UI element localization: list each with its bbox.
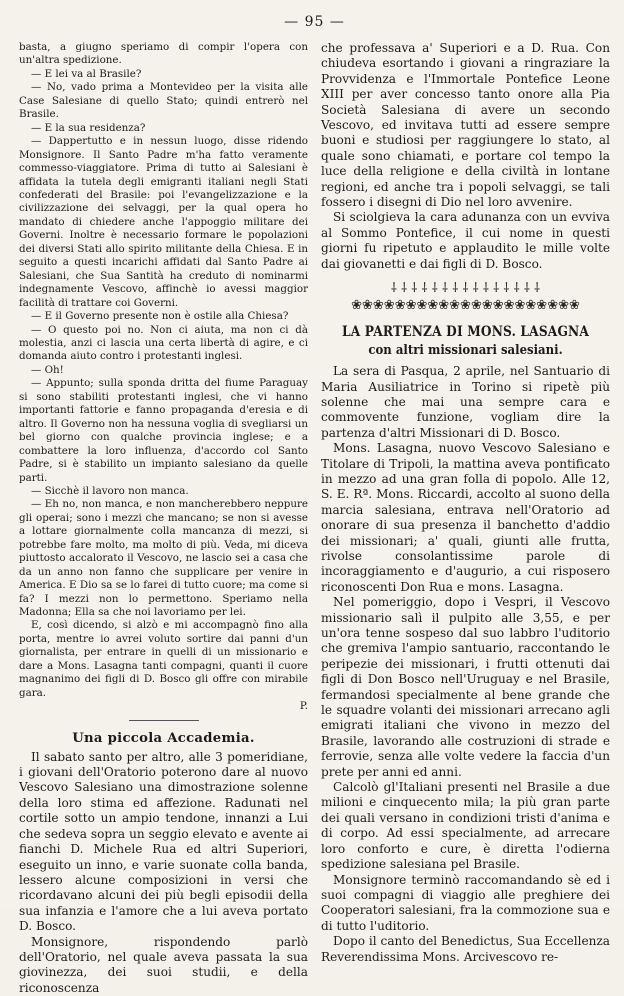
paragraph: Monsignore terminò raccomandando sè ed i suoi compagni di viaggio alle preghiere dei Cooperatori salesiani, fra la commozione sua e di tutto l'uditorio. <box>321 872 610 933</box>
paragraph: E, così dicendo, si alzò e mi accompagnò fino alla porta, mentre io avrei voluto sortire dai panni d'un giornalista, per entrare in quelli di un missionario e dare a Mons. Lasagna tanti compagni, quanti il cuore magnanimo dei figli di D. Bosco gli offre con mirabile gara. <box>19 619 308 699</box>
paragraph: basta, a giugno speriamo di compir l'opera con un'altra spedizione. <box>19 41 308 67</box>
paragraph: — Oh! <box>31 363 64 376</box>
paragraph: — Sicchè il lavoro non manca. <box>31 484 189 497</box>
right-column <box>321 41 610 965</box>
ornament-row: ⸸ ⸸ ⸸ ⸸ ⸸ ⸸ ⸸ ⸸ ⸸ ⸸ ⸸ ⸸ ⸸ ⸸ ⸸ <box>390 281 541 297</box>
paragraph: Calcolò gl'Italiani presenti nel Brasile a due milioni e cinquecento mila; la più gran parte dei quali versano in condizioni tristi d'anima e di corpo. Ad essi specialmente, ad arrecare loro conforto e cure, è diretta l'odierna spedizione salesiana pel Brasile. <box>321 780 610 872</box>
ornamental-border <box>321 280 610 314</box>
paragraph: Nel pomeriggio, dopo i Vespri, il Vescovo missionario salì il pulpito alle 3,55, e per un'ora tenne sospeso dal suo labbro l'uditorio che gremiva l'ampio santuario, raccontando le peripezie dei missionari, i frutti ottenuti dai figli di Don Bosco nell'Uruguay e nel Brasile, fermandosi specialmente al bene grande che le squadre volanti dei missionari arrecano agli emigrati italiani che vivono in mezzo del Brasile, lavorando alle costruzioni di strade e ferrovie, senza alle volte vedere la faccia d'un prete per anni ed anni. <box>321 595 610 779</box>
section-heading: Una piccola Accademia. <box>72 730 255 746</box>
article-title: LA PARTENZA DI MONS. LASAGNA <box>341 324 590 341</box>
paragraph: Si sciolgieva la cara adunanza con un evviva al Sommo Pontefice, il cui nome in questi giorni fu ripetuto e applaudito le mille volte dai giovanetti e dai figli di D. Bosco. <box>321 210 610 271</box>
paragraph: Monsignore, rispondendo parlò dell'Oratorio, nel quale aveva passata la sua giovinezza, dei suoi studii, e della riconoscenza <box>19 934 308 995</box>
paragraph: — Eh no, non manca, e non mancherebbero neppure gli operai; sono i mezzi che mancano; se non si avesse a lottare giornalmente colla mancanza di mezzi, si potrebbe fare molto, ma molto di più. Veda, mi diceva piuttosto accalorato il Vescovo, ne lascio sei a casa che da un anno non fanno che supplicare per venire in America. E Dio sa se lo farei di tutto cuore; ma come si fa? I mezzi non lo permettono. Speriamo nella Madonna; Ella sa che noi lavoriamo per lei. <box>19 498 308 619</box>
paragraph: — No, vado prima a Montevideo per la visita alle Case Salesiane di quello Stato; quindi entrerò nel Brasile. <box>19 81 308 121</box>
paragraph: Dopo il canto del Benedictus, Sua Eccellenza Reverendissima Mons. Arcivescovo re- <box>321 934 610 964</box>
paragraph: Mons. Lasagna, nuovo Vescovo Salesiano e Titolare di Tripoli, la mattina aveva pontificato in mezzo ad una gran folla di popolo. Alle 12, S. E. Rª. Mons. Riccardi, accolto al suono della marcia salesiana, entrava nell'Oratorio ad onorare di sua presenza il banchetto d'addio dei missionari; a' quali, giunti alle frutta, rivolse consolantissime parole di incoraggiamento e d'augurio, a cui risposero riconoscenti Don Rua e mons. Lasagna. <box>321 441 610 594</box>
paragraph: — E lei va al Brasile? <box>31 67 142 80</box>
ornament-row: ❀❀❀❀❀❀❀❀❀❀❀❀❀❀❀❀❀❀❀❀❀ <box>351 298 580 314</box>
page-number: — 95 — <box>284 14 345 30</box>
paragraph: — Appunto; sulla sponda dritta del fiume Paraguay si sono stabiliti protestanti inglesi, che vi hanno importanti fattorie e fanno propaganda d'eresia e di altro. Il Governo non ha nessuna voglia di svegliarsi un bel giorno con qualche provincia inglese; e a combattere la loro influenza, d'accordo col Santo Padre, si è stabilito un impianto salesiano da quelle parti. <box>19 377 308 484</box>
left-column <box>19 41 308 996</box>
paragraph: — O questo poi no. Non ci aiuta, ma non ci dà molestia, anzi ci lascia una certa libertà di agire, e ci domanda aiuto contro i protestanti inglesi. <box>19 323 308 363</box>
paragraph: che professava a' Superiori e a D. Rua. Con chiudeva esortando i giovani a ringraziare la Provvidenza e l'Immortale Pontefice Leone XIII per aver concesso tanto onore alla Pia Società Salesiana di avere un secondo Vescovo, ed invitava tutti ad essere sempre buoni e studiosi per raggiungere lo stato, al quale sono chiamati, e portare col tempo la luce della religione e della civiltà in lontane regioni, ed anche tra i popoli selvaggi, se tali fossero i disegni di Dio nel loro avvenire. <box>321 41 610 210</box>
two-column-body <box>19 41 610 996</box>
section-body <box>19 750 308 996</box>
paragraph: Il sabato santo per altro, alle 3 pomeridiane, i giovani dell'Oratorio poterono dare al nuovo Vescovo Salesiano una dimostrazione solenne della loro stima ed affezione. Radunati nel cortile sotto un ampio tendone, innanzi a Lui che sedeva sopra un seggio elevato e avente ai fianchi D. Michele Rua ed altri Superiori, eseguito un inno, e varie suonate colla banda, lessero alcune composizioni in versi che ricordavano alcuni dei più begli episodii della sua infanzia e l'amore che a lui aveva portato D. Bosco. <box>19 749 308 934</box>
paragraph: — E il Governo presente non è ostile alla Chiesa? <box>31 310 289 323</box>
paragraph: — E la sua residenza? <box>31 121 146 134</box>
section-divider <box>129 720 199 721</box>
paragraph: La sera di Pasqua, 2 aprile, nel Santuario di Maria Ausiliatrice in Torino si ripetè più solenne che mai una sempre cara e commovente funzione, vogliam dire la partenza d'altri Missionari di D. Bosco. <box>321 364 610 440</box>
signature: P. <box>299 700 308 713</box>
article-subtitle: con altri missionari salesiani. <box>368 343 563 359</box>
paragraph: — Dappertutto e in nessun luogo, disse ridendo Monsignore. Il Santo Padre m'ha fatto veramente commesso-viaggiatore. Prima di tutto ai Salesiani è affidata la tutela degli emigranti italiani negli Stati confederati del Brasile: poi l'evangelizzazione e la civilizzazione dei selvaggi, per la qual opera ho mandato di chiedere anche l'appoggio militare dei Governi. Inoltre è necessario formare le popolazioni dei diversi Stati allo spirito militante della Chiesa. E in seguito a questi incarichi affidati dal Santo Padre ai Salesiani, che Sua Santità ha creduto di nominarmi indegnamente Vescovo, affinchè io avessi maggior facilità di trattare coi Governi. <box>19 135 308 309</box>
